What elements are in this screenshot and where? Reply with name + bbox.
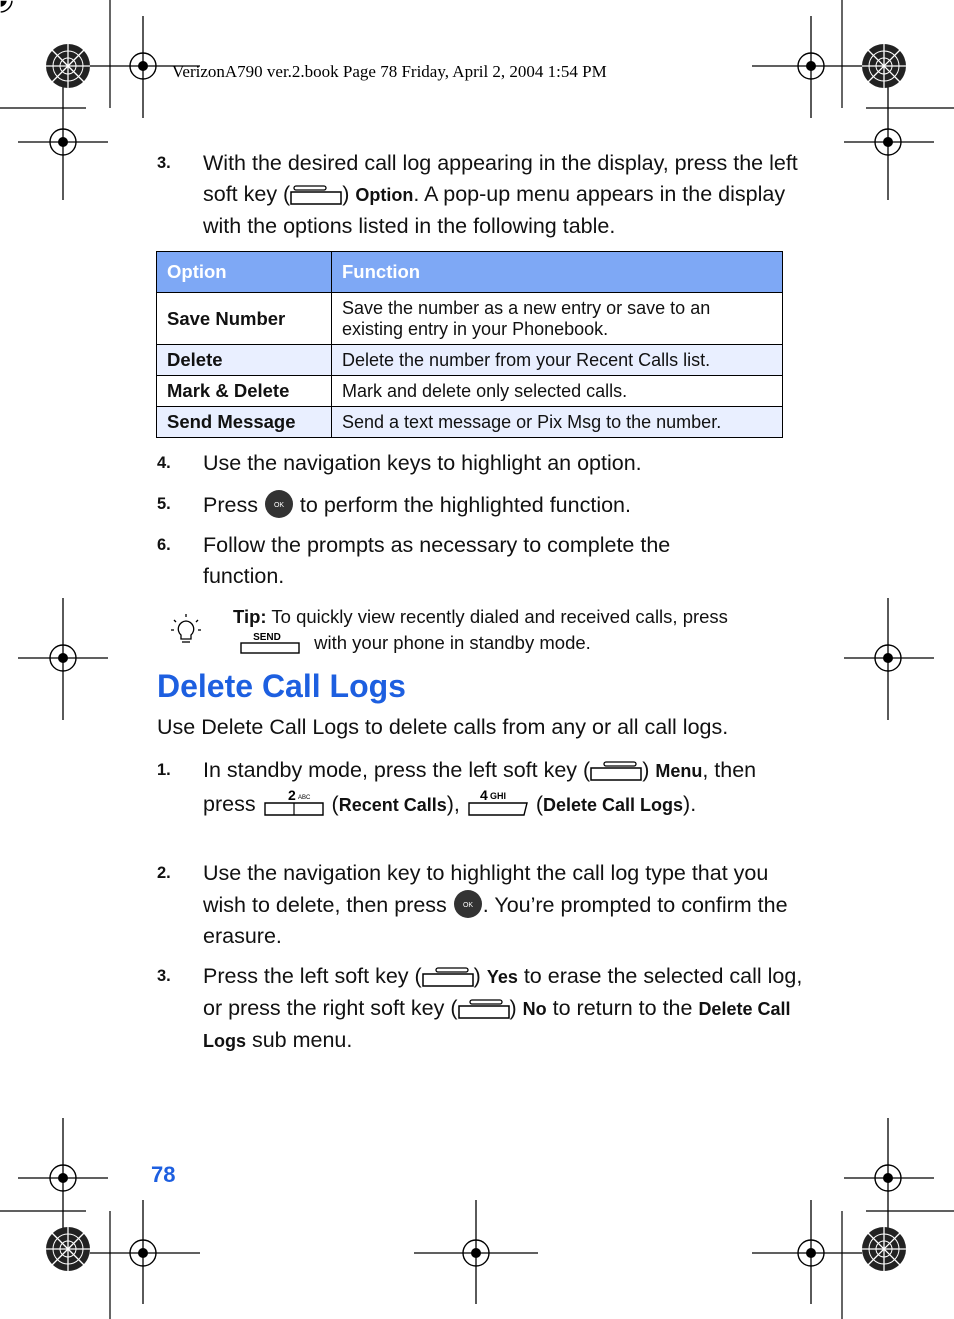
step-number: 2.: [157, 864, 171, 882]
option-cell: Mark & Delete: [157, 376, 332, 407]
ok-key-icon: [453, 889, 483, 919]
left-soft-key-icon: [290, 184, 342, 204]
function-cell: Save the number as a new entry or save to an existing entry in your Phonebook.: [332, 293, 783, 345]
option-cell: Save Number: [157, 293, 332, 345]
column-header: Function: [332, 252, 783, 293]
lightbulb-icon: [168, 612, 204, 648]
function-cell: Mark and delete only selected calls.: [332, 376, 783, 407]
table-header-row: [157, 252, 783, 293]
svg-text:SEND: SEND: [253, 632, 281, 643]
section-title: Delete Call Logs: [157, 668, 406, 704]
step-text: Use the navigation key to highlight the call log type that you wish to delete, then press OK . You’re prompted to confirm the erasure.: [203, 861, 788, 948]
send-key-icon: [239, 631, 303, 655]
step-number: 6.: [157, 536, 171, 554]
tip-note: Tip: To quickly view recently dialed and received calls, press SEND with your phone in standby mode.: [233, 606, 728, 653]
table-row: [157, 345, 783, 376]
right-soft-key-icon: [458, 998, 510, 1018]
function-cell: Send a text message or Pix Msg to the number.: [332, 407, 783, 438]
step-text: Follow the prompts as necessary to complete the function.: [203, 533, 671, 588]
option-cell: Delete: [157, 345, 332, 376]
step-number: 3.: [157, 154, 171, 172]
function-cell: Delete the number from your Recent Calls list.: [332, 345, 783, 376]
key-2-abc-icon: [262, 787, 326, 817]
book-info-header: VerizonA790 ver.2.book Page 78 Friday, April 2, 2004 1:54 PM: [172, 62, 607, 81]
options-table: [156, 251, 783, 438]
column-header: Option: [157, 252, 332, 293]
svg-text:2: 2: [287, 787, 296, 803]
key-4-ghi-icon: [466, 787, 530, 817]
svg-text:OK: OK: [273, 502, 284, 509]
table-row: [157, 376, 783, 407]
step-text: With the desired call log appearing in the display, press the left soft key ( ) Option. A pop-up menu appears in the display with the options listed in the following table.: [203, 151, 798, 238]
step-number: 5.: [157, 495, 171, 513]
step-number: 3.: [157, 967, 171, 985]
page-number: 78: [151, 1162, 176, 1187]
svg-text:GHI: GHI: [489, 791, 506, 801]
svg-text:ABC: ABC: [297, 795, 310, 801]
step-text: In standby mode, press the left soft key ( ) Menu, then press 2 ABC (Recent Calls), 4 GHI (Delete Call Logs).: [203, 758, 757, 816]
option-cell: Send Message: [157, 407, 332, 438]
step-number: 4.: [157, 454, 171, 472]
left-soft-key-icon: [590, 760, 642, 780]
section-intro: Use Delete Call Logs to delete calls from any or all call logs.: [157, 715, 729, 739]
ok-key-icon: [264, 489, 294, 519]
step-text: Use the navigation keys to highlight an option.: [203, 451, 642, 475]
table-row: [157, 293, 783, 345]
step-text: Press the left soft key ( ) Yes to erase the selected call log, or press the right soft key ( ) No to return to the Delete Call Logs sub menu.: [203, 964, 803, 1052]
table-row: [157, 407, 783, 438]
left-soft-key-icon: [422, 966, 474, 986]
svg-text:OK: OK: [462, 902, 473, 909]
step-text: Press OK to perform the highlighted function.: [203, 489, 803, 521]
step-number: 1.: [157, 761, 171, 779]
svg-text:4: 4: [479, 787, 488, 803]
